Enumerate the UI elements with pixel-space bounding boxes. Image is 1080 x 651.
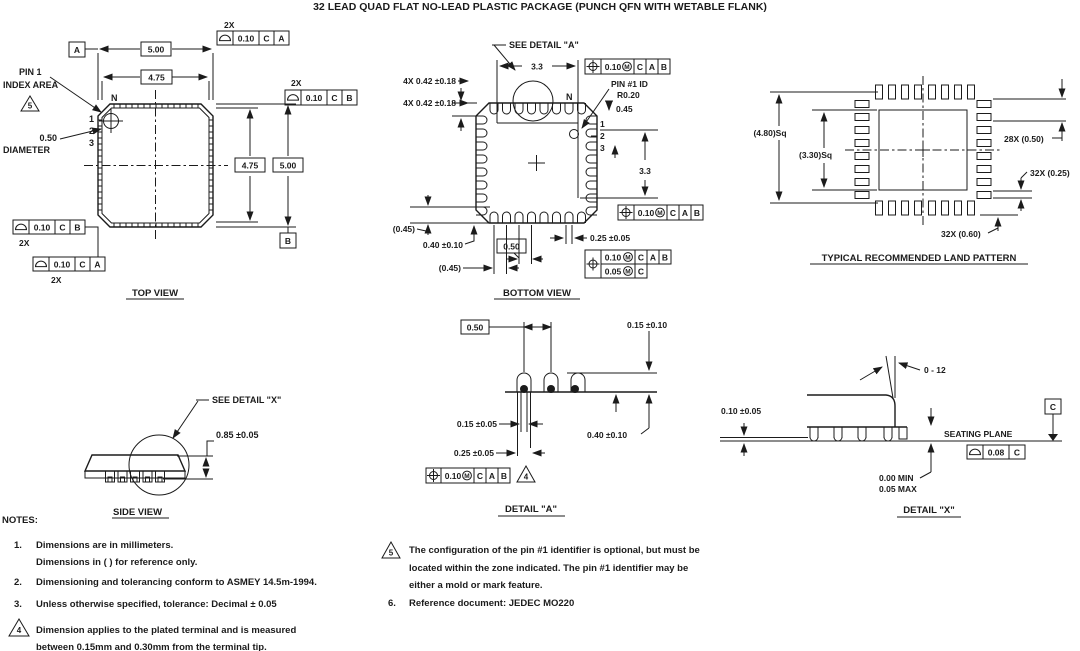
note5-line1: The configuration of the pin #1 identifier is optional, but must be: [409, 545, 700, 556]
fcf-datum: A: [488, 471, 496, 481]
fcf-profile-detail-x: [967, 445, 1025, 459]
fcf-datum: A: [94, 259, 101, 270]
fcf-qty: 2X: [19, 238, 30, 248]
fcf-modifier: M: [625, 254, 631, 262]
detail-a-zone-circle: [513, 81, 553, 121]
profile-symbol-icon: [288, 95, 299, 101]
land-pattern-label: TYPICAL RECOMMENDED LAND PATTERN: [821, 253, 1017, 264]
profile-symbol-icon: [16, 224, 27, 230]
fcf-datum: C: [669, 208, 677, 218]
fcf-datum: C: [476, 471, 484, 481]
package-body: [85, 455, 185, 471]
fcf-profile-bottom-a: [33, 257, 105, 285]
fcf-datum: A: [278, 33, 285, 44]
dim-height-outer: 5.00: [279, 160, 297, 171]
solder-flank: [547, 385, 555, 393]
fcf-datum: B: [74, 222, 81, 233]
datum-b: B: [284, 236, 292, 246]
dim-025: 0.25 ±0.05: [590, 233, 631, 243]
notes: [2, 515, 700, 651]
fcf-tolerance: 0.10: [53, 259, 71, 270]
side-view-pins: [106, 471, 165, 482]
note1-number: 1.: [14, 540, 22, 551]
detail-a-label: DETAIL "A": [505, 504, 557, 515]
lead-angle: 0 - 12: [924, 365, 946, 375]
dim-040: 0.40 ±0.10: [422, 240, 463, 250]
dim-width-outer: 5.00: [147, 44, 165, 55]
fcf-modifier: M: [657, 210, 663, 217]
note6-number: 6.: [388, 598, 396, 609]
fcf-tolerance: 0.10: [237, 33, 255, 44]
pin-number-3: 3: [88, 138, 94, 148]
ref-045-left: (0.45): [392, 224, 415, 234]
datum-c: C: [1049, 402, 1057, 412]
fcf-datum: C: [636, 62, 644, 72]
detail-x: [720, 356, 1062, 517]
fcf-tolerance: 0.10: [33, 222, 51, 233]
fcf-datum: C: [1013, 447, 1021, 458]
standoff-min: 0.00 MIN: [879, 473, 914, 483]
note5-line2: located within the zone indicated. The pin #1 identifier may be: [409, 563, 689, 574]
pin-number-1: 1: [88, 114, 94, 124]
profile-symbol-icon: [36, 261, 47, 267]
note4-flag-number: 4: [16, 626, 22, 635]
fcf-profile-right: [285, 78, 357, 105]
note2-number: 2.: [14, 577, 22, 588]
solder-flank: [571, 385, 579, 393]
fcf-position-top: [585, 59, 670, 74]
dim-plated: 0.15 ±0.05: [456, 419, 497, 429]
note5-line3: either a mold or mark feature.: [409, 580, 543, 591]
fcf-qty: 2X: [51, 275, 62, 285]
notes-heading: NOTES:: [2, 515, 38, 526]
dim-standoff: 0.10 ±0.05: [721, 406, 762, 416]
note5-flag-number: 5: [388, 548, 394, 558]
datum-triangle-icon: [1048, 434, 1058, 441]
dim-050: 0.50: [503, 241, 520, 252]
note3-line1: Unless otherwise specified, tolerance: Decimal ± 0.05: [36, 599, 277, 610]
standoff-max: 0.05 MAX: [879, 484, 917, 494]
pin-number-2: 2: [600, 131, 605, 141]
dim-pitch: 0.50: [466, 322, 484, 333]
diameter-value: 0.50: [39, 133, 57, 143]
position-symbol-icon: [620, 206, 633, 219]
fcf-tolerance: 0.08: [987, 447, 1005, 458]
profile-symbol-icon: [970, 449, 981, 455]
fcf-datum: C: [79, 259, 86, 270]
fcf-profile-bottom-b: [13, 220, 85, 248]
n-label: N: [111, 93, 118, 103]
pin-number-3: 3: [600, 143, 605, 153]
fcf-datum: A: [681, 208, 689, 218]
fcf-datum: B: [346, 93, 353, 103]
fcf-datum: A: [649, 252, 657, 263]
pin1-label: PIN 1: [19, 67, 42, 77]
dim-width-inner: 4.75: [148, 72, 165, 83]
top-view-label: TOP VIEW: [131, 288, 179, 299]
position-symbol-icon: [587, 60, 600, 73]
note5-flag-number: 5: [27, 101, 33, 111]
fcf-datum: B: [661, 252, 669, 263]
pin1-id-circle: [570, 130, 579, 139]
dim-length: 0.40 ±0.10: [587, 430, 628, 440]
fcf-modifier: M: [624, 64, 630, 71]
note4-line1: Dimension applies to the plated terminal and is measured: [36, 625, 297, 636]
dim-pad-width: 32X (0.25): [1030, 168, 1070, 178]
pin-number-2: 2: [88, 126, 94, 136]
dim-terminal: 0.25 ±0.05: [453, 448, 494, 458]
detail-x-leads: [810, 427, 907, 441]
fcf-modifier: M: [464, 473, 470, 480]
note1-line1: Dimensions are in millimeters.: [36, 540, 174, 551]
fcf-tolerance: 0.10: [604, 62, 622, 72]
dim-inner: (3.30)Sq: [799, 150, 833, 160]
fcf-datum: B: [693, 208, 701, 218]
seating-plane-label: SEATING PLANE: [944, 429, 1013, 439]
dim-height: 0.85 ±0.05: [216, 430, 259, 440]
bottom-view-label: BOTTOM VIEW: [503, 288, 571, 299]
fcf-datum: A: [648, 62, 656, 72]
note1-line2: Dimensions in ( ) for reference only.: [36, 557, 198, 568]
fcf-datum: C: [331, 93, 338, 103]
note4-flag-number: 4: [523, 472, 529, 482]
index-area-label: INDEX AREA: [3, 80, 59, 90]
pin1-id-radius: R0.20: [617, 90, 640, 100]
detail-a: [426, 320, 667, 516]
datum-a: A: [73, 45, 81, 55]
fcf-tolerance: 0.10: [305, 93, 323, 103]
drawing-title: 32 LEAD QUAD FLAT NO-LEAD PLASTIC PACKAGE (PUNCH QFN WITH WETABLE FLANK): [313, 1, 767, 13]
solder-flank: [520, 385, 528, 393]
land-pattern: [753, 76, 1069, 264]
dim-pad-length: 32X (0.60): [941, 229, 981, 239]
bottom-view: [393, 40, 703, 299]
diameter-label: DIAMETER: [3, 145, 50, 155]
fcf-datum: B: [500, 471, 508, 481]
detail-x-label: DETAIL "X": [903, 505, 955, 516]
n-label: N: [566, 92, 573, 102]
see-detail-a-label: SEE DETAIL "A": [509, 40, 579, 50]
lead-dim-2: 4X 0.42 ±0.18: [403, 98, 456, 108]
position-symbol-icon: [427, 469, 440, 482]
position-symbol-icon: [587, 258, 600, 271]
side-view: [85, 395, 281, 518]
fcf-datum: C: [263, 33, 270, 44]
dim-outer: (4.80)Sq: [753, 128, 787, 138]
fcf-qty: 2X: [224, 20, 235, 30]
dim-pullback: 0.15 ±0.10: [627, 320, 668, 330]
dim-height-inner: 4.75: [241, 160, 259, 171]
fcf-datum: B: [660, 62, 668, 72]
fcf-position-right: [618, 205, 703, 220]
fcf-datum: C: [637, 266, 645, 277]
fcf-datum: C: [59, 222, 66, 233]
profile-symbol-icon: [220, 35, 231, 41]
pin-number-1: 1: [600, 119, 605, 129]
ref-045-bottom: (0.45): [438, 263, 461, 273]
fcf-modifier: M: [625, 268, 631, 276]
dim-pitch: 28X (0.50): [1004, 134, 1044, 144]
detail-x-zone-circle: [129, 435, 189, 495]
lead-dim-1: 4X 0.42 ±0.18: [403, 76, 456, 86]
dim-zone-v: 3.3: [639, 166, 651, 176]
note3-number: 3.: [14, 599, 22, 610]
note4-line2: between 0.15mm and 0.30mm from the terminal tip.: [36, 642, 267, 651]
see-detail-x-label: SEE DETAIL "X": [212, 395, 282, 405]
fcf-tolerance: 0.10: [444, 471, 462, 481]
dim-pin-width: 0.45: [616, 104, 633, 114]
fcf-tolerance: 0.10: [604, 252, 622, 263]
fcf-position-detail-a: [426, 468, 510, 483]
fcf-profile-top: [217, 20, 289, 45]
fcf-tolerance: 0.05: [604, 266, 622, 277]
top-view: [3, 20, 357, 299]
dim-zone-h: 3.3: [531, 61, 543, 72]
fcf-tolerance: 0.10: [637, 208, 655, 218]
side-view-label: SIDE VIEW: [113, 507, 163, 518]
fcf-qty: 2X: [291, 78, 302, 88]
fcf-datum: C: [637, 252, 645, 263]
fcf-position-stacked: [585, 250, 671, 278]
note2-line1: Dimensioning and tolerancing conform to ASMEY 14.5m-1994.: [36, 577, 317, 588]
note6-line1: Reference document: JEDEC MO220: [409, 598, 575, 609]
pin1-id-label: PIN #1 ID: [611, 79, 648, 89]
